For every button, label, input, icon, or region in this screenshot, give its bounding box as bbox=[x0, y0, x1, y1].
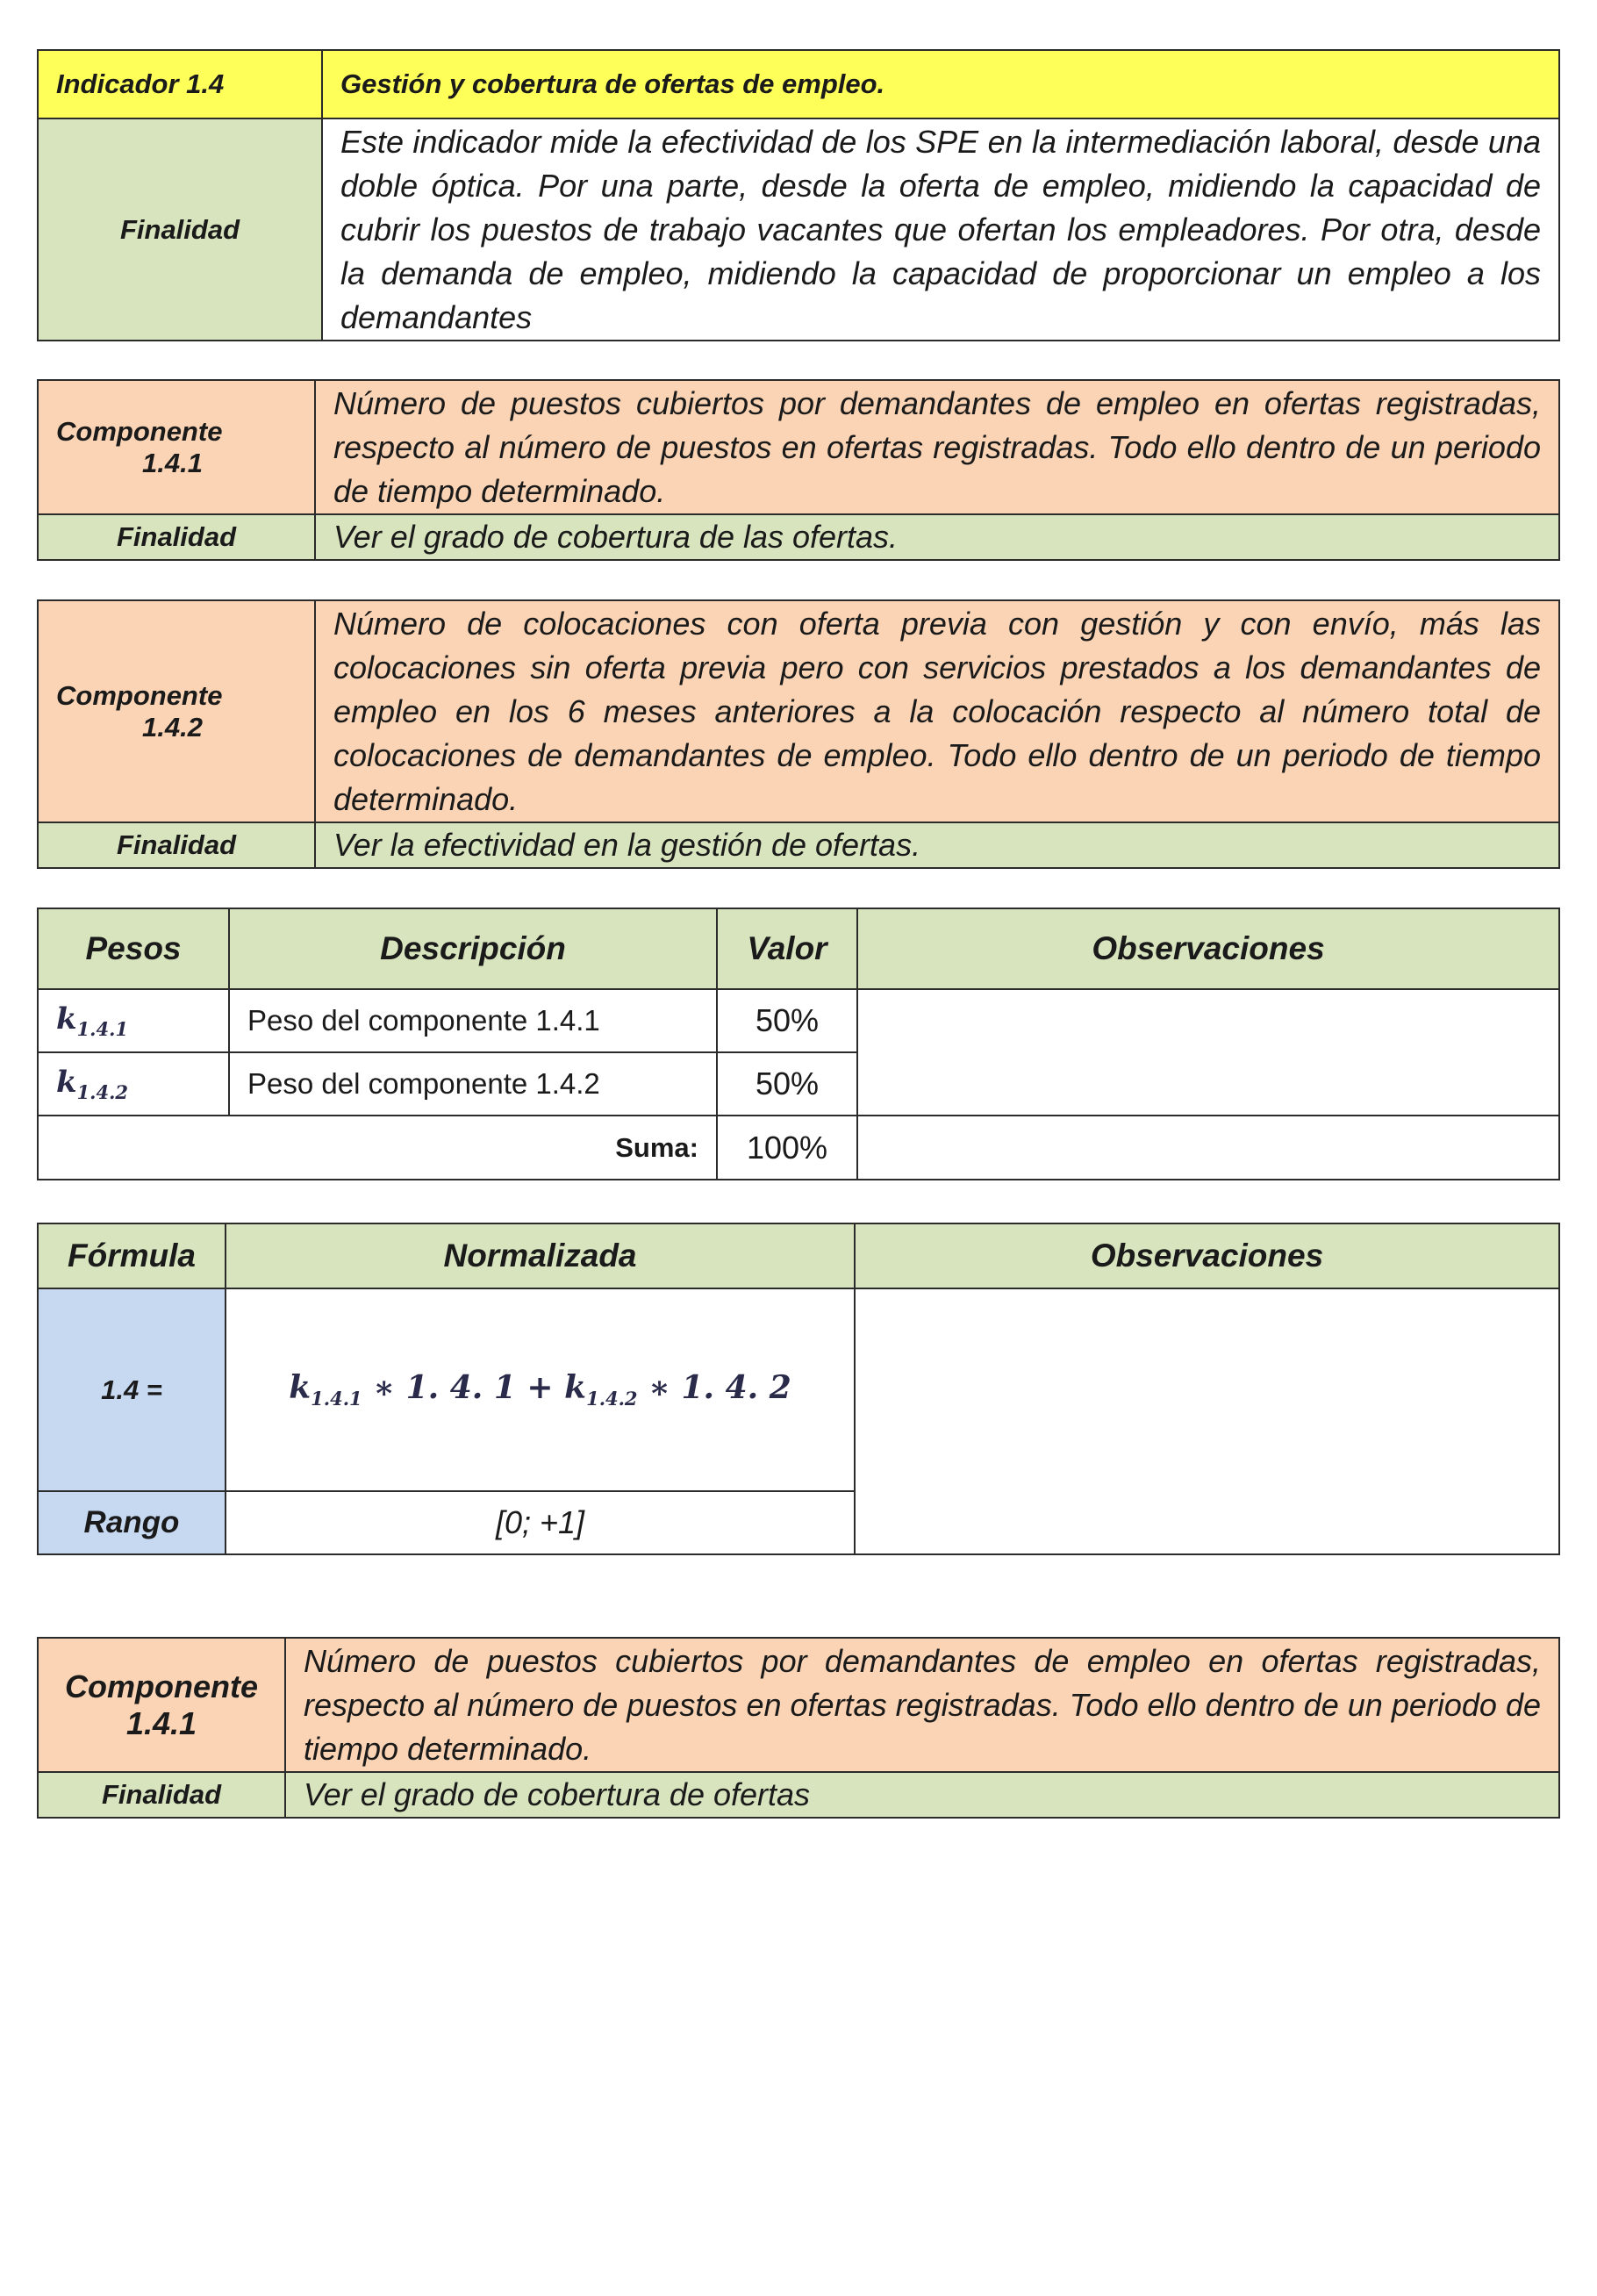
range-value: [0; +1] bbox=[226, 1491, 855, 1554]
component-141b-label-line1: Componente bbox=[65, 1668, 258, 1704]
component-141-finalidad-label: Finalidad bbox=[38, 514, 315, 560]
component-141-label-line1: Componente bbox=[56, 415, 223, 447]
weights-table bbox=[37, 908, 1560, 1180]
indicator-finalidad-text: Este indicador mide la efectividad de los SPE en la intermediación laboral, desde una doble óptica. Por una parte, desde la oferta de empleo, midiendo la capacidad de cubrir los puestos de trabajo vacantes que ofertan los empleadores. Por otra, desde la demanda de empleo, midiendo la capacidad de proporcionar un empleo a los demandantes bbox=[322, 118, 1559, 341]
indicator-title: Gestión y cobertura de ofertas de empleo. bbox=[322, 50, 1559, 118]
weights-header-valor: Valor bbox=[717, 908, 857, 989]
component-141-label bbox=[38, 380, 315, 514]
weight-symbol-142: $k_{1.4.2}$ bbox=[38, 1052, 229, 1116]
component-142-text: Número de colocaciones con oferta previa con gestión y con envío, más las colocaciones sin oferta previa pero con servicios prestados a los demandantes de empleo en los 6 meses anteriores a la colocación respecto al número total de colocaciones de demandantes de empleo. Todo ello dentro de un periodo de tiempo determinado. bbox=[315, 600, 1559, 822]
component-142-table bbox=[37, 599, 1560, 869]
indicator-finalidad-label: Finalidad bbox=[38, 118, 322, 341]
formula-expression: $k_{1.4.1}$ ∗ 1. 4. $1 + k_{1.4.2}$ ∗ 1. 4. 2 bbox=[226, 1288, 855, 1491]
component-142-finalidad-label: Finalidad bbox=[38, 822, 315, 868]
component-141-table bbox=[37, 379, 1560, 561]
range-label: Rango bbox=[38, 1491, 226, 1554]
formula-table bbox=[37, 1223, 1560, 1555]
component-141b-table bbox=[37, 1637, 1560, 1819]
weight-description-141: Peso del componente 1.4.1 bbox=[229, 989, 717, 1052]
weight-description-142: Peso del componente 1.4.2 bbox=[229, 1052, 717, 1116]
weights-sum-value: 100% bbox=[717, 1116, 857, 1180]
component-141b-finalidad-label: Finalidad bbox=[38, 1772, 285, 1818]
component-141b-text: Número de puestos cubiertos por demandantes de empleo en ofertas registradas, respecto al número de puestos en ofertas registradas. Todo ello dentro de un periodo de tiempo determinado. bbox=[285, 1638, 1559, 1772]
component-142-label-line2: 1.4.2 bbox=[142, 711, 203, 743]
weight-value-141: 50% bbox=[717, 989, 857, 1052]
weights-header-observaciones: Observaciones bbox=[857, 908, 1559, 989]
component-141-label-line2: 1.4.1 bbox=[142, 447, 203, 478]
formula-header-formula: Fórmula bbox=[38, 1223, 226, 1288]
weights-observaciones-cell bbox=[857, 989, 1559, 1116]
component-142-finalidad-text: Ver la efectividad en la gestión de ofertas. bbox=[315, 822, 1559, 868]
formula-lhs: 1.4 = bbox=[38, 1288, 226, 1491]
weight-value-142: 50% bbox=[717, 1052, 857, 1116]
component-142-label bbox=[38, 600, 315, 822]
weights-header-descripcion: Descripción bbox=[229, 908, 717, 989]
weights-header-pesos: Pesos bbox=[38, 908, 229, 989]
component-141b-label-line2: 1.4.1 bbox=[125, 1704, 197, 1741]
component-141-finalidad-text: Ver el grado de cobertura de las ofertas. bbox=[315, 514, 1559, 560]
weights-sum-label: Suma: bbox=[38, 1116, 717, 1180]
indicator-label: Indicador 1.4 bbox=[38, 50, 322, 118]
component-141-text: Número de puestos cubiertos por demandantes de empleo en ofertas registradas, respecto al número de puestos en ofertas registradas. Todo ello dentro de un periodo de tiempo determinado. bbox=[315, 380, 1559, 514]
weight-symbol-141: $k_{1.4.1}$ bbox=[38, 989, 229, 1052]
component-142-label-line1: Componente bbox=[56, 679, 223, 711]
formula-header-observaciones: Observaciones bbox=[855, 1223, 1559, 1288]
weights-sum-observaciones bbox=[857, 1116, 1559, 1180]
indicator-table bbox=[37, 49, 1560, 341]
component-141b-label bbox=[38, 1638, 285, 1772]
formula-observaciones-cell bbox=[855, 1288, 1559, 1554]
component-141b-finalidad-text: Ver el grado de cobertura de ofertas bbox=[285, 1772, 1559, 1818]
formula-header-normalizada: Normalizada bbox=[226, 1223, 855, 1288]
